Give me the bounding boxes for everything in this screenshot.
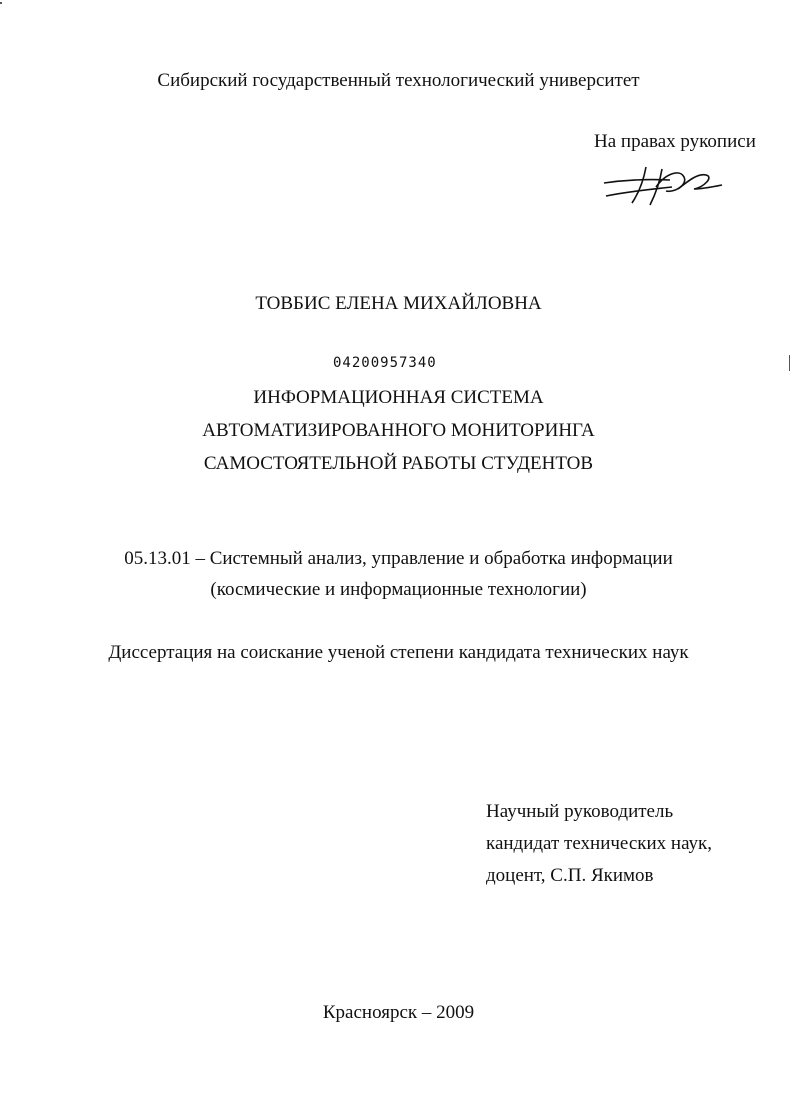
scan-mark — [789, 355, 790, 371]
supervisor-label: Научный руководитель — [486, 801, 674, 822]
title-line-3: САМОСТОЯТЕЛЬНОЙ РАБОТЫ СТУДЕНТОВ — [203, 453, 594, 474]
handwritten-signature-icon — [600, 163, 725, 208]
specialty-subtitle: (космические и информационные технологии) — [210, 579, 587, 600]
title-line-1: ИНФОРМАЦИОННАЯ СИСТЕМА — [253, 387, 544, 408]
supervisor-degree: кандидат технических наук, — [486, 833, 713, 854]
manuscript-note: На правах рукописи — [594, 131, 756, 152]
catalog-number: 04200957340 — [333, 355, 437, 371]
title-line-2: АВТОМАТИЗИРОВАННОГО МОНИТОРИНГА — [202, 420, 595, 441]
author-name: ТОВБИС ЕЛЕНА МИХАЙЛОВНА — [255, 293, 542, 314]
dissertation-type: Диссертация на соискание ученой степени кандидата технических наук — [108, 642, 689, 663]
supervisor-name: доцент, С.П. Якимов — [486, 865, 654, 886]
specialty-code: 05.13.01 – Системный анализ, управление и обработка информации — [124, 548, 673, 569]
university-name: Сибирский государственный технологический университет — [157, 70, 640, 91]
scan-speck — [0, 2, 2, 4]
city-year: Красноярск – 2009 — [322, 1002, 475, 1023]
